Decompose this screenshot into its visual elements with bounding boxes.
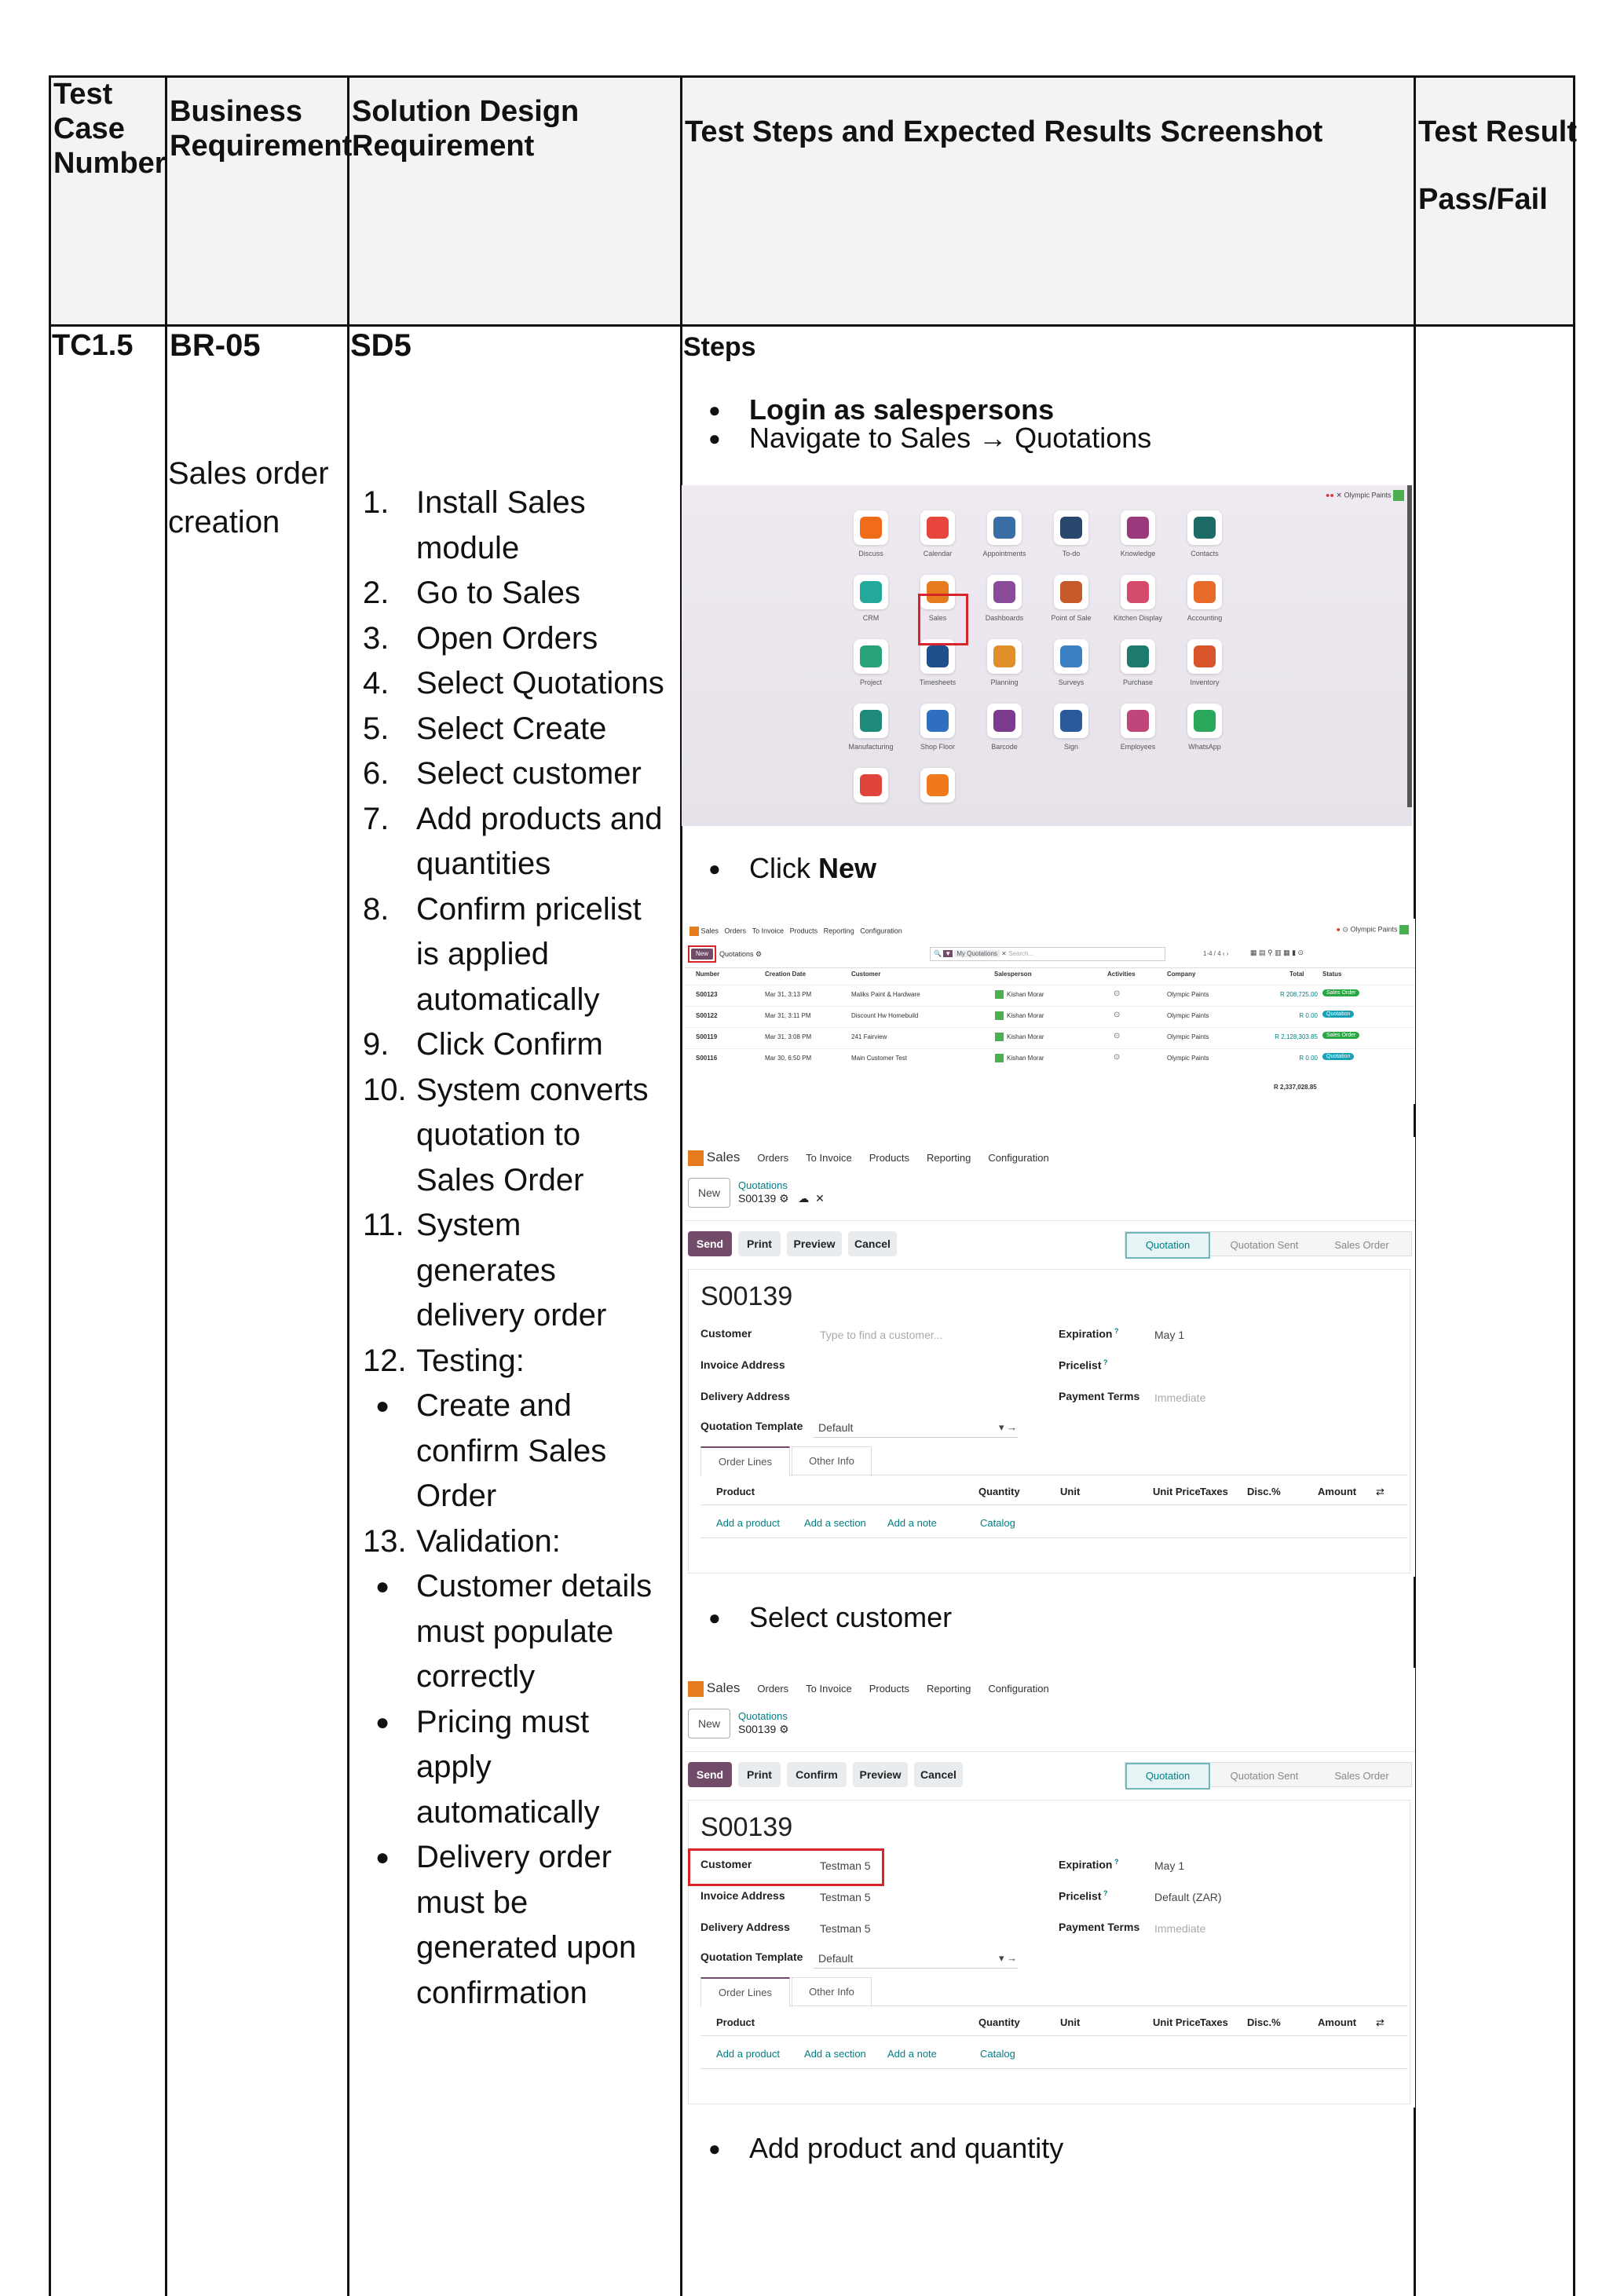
customer-field[interactable]: Testman 5	[820, 1859, 871, 1872]
nav-item[interactable]: Products	[869, 1152, 910, 1164]
solution-step: 12. Testing:	[363, 1343, 525, 1378]
form-topbar	[688, 1150, 1066, 1166]
add-link[interactable]: Add a product	[716, 1517, 780, 1529]
col-divider	[347, 75, 349, 2296]
app-icon[interactable]	[854, 510, 888, 545]
line-column-header: Quantity	[978, 1486, 1020, 1497]
clock-icon[interactable]: ⊙	[1114, 1032, 1121, 1040]
cell-salesperson: Kishan Morar	[1007, 991, 1044, 998]
column-header[interactable]: Status	[1322, 971, 1342, 978]
app-label: Kitchen Display	[1113, 614, 1163, 622]
nav-item[interactable]: To Invoice	[806, 1152, 852, 1164]
status-badge: Sales Order	[1322, 1032, 1359, 1039]
business-requirement-id: BR-05	[170, 328, 261, 363]
cell-date: Mar 31, 3:11 PM	[765, 1012, 811, 1019]
column-header[interactable]: Total	[1289, 971, 1304, 978]
optional-columns-icon[interactable]: ⇄	[1376, 2016, 1384, 2028]
stage-sales-order[interactable]: Sales Order	[1334, 1770, 1389, 1782]
status-bar	[1125, 1762, 1412, 1787]
payment-label: Payment Terms	[1059, 1921, 1140, 1933]
app-icon[interactable]	[1187, 575, 1222, 609]
view-switcher[interactable]: ▦ ▤ ⚲ ▥ ▦ ▮ ⊙	[1250, 949, 1304, 956]
line-column-header: Quantity	[978, 2016, 1020, 2028]
add-link[interactable]: Catalog	[980, 1517, 1015, 1529]
line-column-header: Unit Price	[1153, 1486, 1201, 1497]
solution-step: 3. Open Orders	[363, 620, 598, 656]
customer-label: Customer	[700, 1858, 752, 1870]
list-topbar: Sales Orders To Invoice Products Reporting Configuration	[689, 927, 902, 936]
row-divider	[49, 324, 1575, 327]
solution-step: 1. Install Sales module	[363, 485, 586, 565]
solution-design-id: SD5	[350, 328, 411, 363]
app-label: Timesheets	[919, 678, 956, 686]
breadcrumb[interactable]: Quotations	[738, 1179, 788, 1191]
delivery-field[interactable]: Testman 5	[820, 1922, 871, 1935]
line-column-header: Disc.%	[1247, 1486, 1281, 1497]
customer-field[interactable]: Type to find a customer...	[820, 1329, 943, 1341]
solution-step: ● Delivery order must be generated upon confirmation	[375, 1840, 637, 2010]
cell-total: R 2,128,303.85	[1275, 1033, 1318, 1040]
app-icon[interactable]	[1121, 510, 1155, 545]
pager[interactable]: 1-4 / 4 ‹ ›	[1203, 950, 1229, 957]
app-icon[interactable]	[1121, 575, 1155, 609]
solution-step: 9. Click Confirm	[363, 1027, 603, 1062]
app-icon[interactable]	[854, 575, 888, 609]
screenshot-customer-selected	[685, 1668, 1415, 2108]
status-badge: Quotation	[1322, 1053, 1354, 1060]
avatar	[995, 1054, 1004, 1062]
confirm-button[interactable]: Confirm	[787, 1762, 847, 1787]
add-link[interactable]: Add a product	[716, 2048, 780, 2060]
app-label: Point of Sale	[1051, 614, 1092, 622]
cell-customer: Main Customer Test	[851, 1055, 907, 1062]
app-icon[interactable]	[1054, 639, 1088, 674]
company-switcher: ●● ✕ Olympic Paints	[1326, 490, 1404, 501]
avatar	[995, 990, 1004, 999]
test-case-number: TC1.5	[52, 329, 134, 362]
app-icon[interactable]	[854, 639, 888, 674]
cell-company: Olympic Paints	[1167, 1055, 1209, 1062]
step-click-new: ● Click New	[708, 852, 877, 884]
nav-item[interactable]: Sales	[706, 1680, 741, 1695]
header-solution-design: Solution Design Requirement	[352, 95, 580, 163]
record-title: S00139	[700, 1812, 793, 1842]
solution-design-steps	[363, 481, 677, 2016]
app-label: Inventory	[1190, 678, 1220, 686]
nav-item[interactable]: Reporting	[927, 1152, 971, 1164]
cell-number: S00119	[696, 1033, 718, 1040]
new-button[interactable]: New	[688, 1178, 730, 1208]
list-grand-total: R 2,337,028.85	[1274, 1084, 1317, 1091]
add-link[interactable]: Catalog	[980, 2048, 1015, 2060]
app-icon[interactable]	[920, 768, 955, 803]
cell-salesperson: Kishan Morar	[1007, 1012, 1044, 1019]
column-header[interactable]: Creation Date	[765, 971, 807, 978]
solution-step: 4. Select Quotations	[363, 666, 664, 700]
template-dropdown-icon[interactable]: ▾ →	[999, 1421, 1018, 1433]
col-divider	[165, 75, 167, 2296]
nav-item[interactable]: Sales	[706, 1150, 741, 1164]
app-icon[interactable]	[987, 575, 1022, 609]
optional-columns-icon[interactable]: ⇄	[1376, 1486, 1384, 1497]
cell-date: Mar 31, 3:08 PM	[765, 1033, 812, 1040]
record-title: S00139	[700, 1281, 793, 1311]
cell-company: Olympic Paints	[1167, 991, 1209, 998]
app-icon[interactable]	[1121, 704, 1155, 738]
line-column-header: Amount	[1318, 1486, 1357, 1497]
app-icon[interactable]	[1121, 639, 1155, 674]
line-column-header: Amount	[1318, 2016, 1357, 2028]
record-name: S00139 ⚙	[738, 1723, 789, 1735]
form-topbar	[688, 1680, 1066, 1697]
nav-item[interactable]: Orders	[757, 1152, 789, 1164]
cell-salesperson: Kishan Morar	[1007, 1055, 1044, 1062]
solution-step: 2. Go to Sales	[363, 576, 581, 610]
send-button[interactable]: Send	[688, 1762, 732, 1787]
step-login: ● Login as salespersons	[708, 393, 1055, 426]
steps-heading: Steps	[683, 332, 756, 362]
app-label: Barcode	[991, 743, 1018, 751]
line-column-header: Product	[716, 1486, 755, 1497]
customer-highlight	[688, 1848, 884, 1886]
column-header[interactable]: Salesperson	[994, 971, 1032, 978]
app-label: Shop Floor	[920, 743, 956, 751]
line-column-header: Product	[716, 2016, 755, 2028]
stage-sent[interactable]: Quotation Sent	[1230, 1239, 1299, 1251]
step-add-product: ● Add product and quantity	[708, 2132, 1064, 2164]
column-header[interactable]: Activities	[1107, 971, 1136, 978]
app-label: Calendar	[923, 550, 953, 558]
preview-button[interactable]: Preview	[853, 1762, 908, 1787]
stage-quotation[interactable]: Quotation	[1125, 1232, 1210, 1259]
avatar	[995, 1033, 1004, 1041]
app-icon[interactable]	[987, 704, 1022, 738]
app-icon[interactable]	[854, 768, 888, 803]
line-column-header: Unit	[1060, 2016, 1081, 2028]
business-requirement-desc: Sales order creation	[168, 456, 329, 539]
app-icon[interactable]	[1054, 510, 1088, 545]
clock-icon[interactable]: ⊙	[1114, 1053, 1121, 1062]
header-test-steps: Test Steps and Expected Results Screenshot	[685, 115, 1323, 148]
step-select-customer: ● Select customer	[708, 1601, 953, 1633]
app-label: Knowledge	[1120, 550, 1156, 558]
table-row[interactable]	[685, 1027, 1415, 1046]
app-label: Sign	[1063, 743, 1078, 751]
cell-customer: 241 Fairview	[851, 1033, 887, 1040]
delivery-label: Delivery Address	[700, 1921, 790, 1933]
app-label: To-do	[1062, 550, 1081, 558]
tab-order-lines[interactable]: Order Lines	[700, 1977, 790, 2007]
app-label: Appointments	[982, 550, 1026, 558]
pricelist-label: Pricelist ?	[1059, 1358, 1108, 1372]
app-label: Planning	[990, 678, 1019, 686]
status-badge: Sales Order	[1322, 989, 1359, 996]
cell-salesperson: Kishan Morar	[1007, 1033, 1044, 1040]
app-label: Manufacturing	[848, 743, 894, 751]
screenshot-app-menu	[682, 485, 1412, 826]
solution-step: 8. Confirm pricelist is applied automatically	[363, 891, 642, 1017]
print-button[interactable]: Print	[738, 1231, 781, 1256]
add-link[interactable]: Add a section	[804, 2048, 866, 2060]
solution-step: ● Create and confirm Sales Order	[375, 1388, 607, 1513]
app-icon[interactable]	[920, 704, 955, 738]
app-icon[interactable]	[1187, 510, 1222, 545]
nav-item[interactable]: Configuration	[988, 1152, 1049, 1164]
app-label: Employees	[1120, 743, 1156, 751]
table-row[interactable]	[685, 1006, 1415, 1025]
header-test-result: Test Result Pass/Fail	[1418, 115, 1578, 216]
cell-total: R 208,725.00	[1279, 991, 1318, 998]
solution-step: 10. System converts quotation to Sales Order	[363, 1072, 649, 1197]
app-icon[interactable]	[987, 639, 1022, 674]
delivery-label: Delivery Address	[700, 1390, 790, 1402]
line-column-header: Taxes	[1200, 2016, 1228, 2028]
template-field[interactable]: Default	[818, 1952, 854, 1965]
payment-label: Payment Terms	[1059, 1390, 1140, 1402]
template-label: Quotation Template	[700, 1420, 803, 1432]
clock-icon[interactable]: ⊙	[1114, 1011, 1121, 1019]
cell-number: S00122	[696, 1012, 718, 1019]
column-header[interactable]: Company	[1167, 971, 1196, 978]
payment-field[interactable]: Immediate	[1154, 1391, 1206, 1404]
record-name: S00139 ⚙ ☁ ✕	[738, 1192, 825, 1205]
new-button[interactable]: New	[691, 949, 713, 960]
template-label: Quotation Template	[700, 1951, 803, 1963]
pricelist-field[interactable]: Default (ZAR)	[1154, 1891, 1222, 1903]
app-icon[interactable]	[854, 704, 888, 738]
cell-company: Olympic Paints	[1167, 1012, 1209, 1019]
app-label: Project	[859, 678, 882, 686]
cell-total: R 0.00	[1299, 1012, 1318, 1019]
nav-item[interactable]: Reporting	[927, 1683, 971, 1695]
add-link[interactable]: Add a note	[887, 2048, 937, 2060]
header-business-requirement: Business Requirement	[170, 95, 353, 163]
solution-step: 6. Select customer	[363, 756, 642, 791]
invoice-label: Invoice Address	[700, 1358, 785, 1371]
app-label: Accounting	[1187, 614, 1223, 622]
cell-number: S00116	[696, 1055, 718, 1062]
invoice-field[interactable]: Testman 5	[820, 1891, 871, 1903]
search-input[interactable]: 🔍 ▼ My Quotations ✕ Search...	[930, 947, 1165, 961]
table-row[interactable]	[685, 985, 1415, 1004]
nav-item[interactable]: Configuration	[988, 1683, 1049, 1695]
table-row[interactable]	[685, 1048, 1415, 1067]
app-label: Purchase	[1122, 678, 1154, 686]
app-icon[interactable]	[1187, 704, 1222, 738]
cell-date: Mar 31, 3:13 PM	[765, 991, 812, 998]
col-divider	[680, 75, 682, 2296]
screenshot-quotations-list: Sales Orders To Invoice Products Reporting Configuration ● ⊙ Olympic Paints New Quotations ⚙ 🔍 ▼ My Quotations ✕ Search... 1-4 / 4 ‹ › ▦ ▤ ⚲ ▥ ▦ ▮ ⊙ Number Creation Date Customer Salesperson Activities Company Total Status S00123 Mar 31, 3:13 PM Maliks Paint & Hardware Kishan Morar Olympic Paints R 208,725.00 ⊙ Sales Order S00122 Mar 31, 3:11 PM Discount Hw Homebuild Kishan Morar Olympic Paints R 0.00 ⊙ Quotation S00119 Mar 31, 3:08 PM 241 Fairview Kishan Morar Olympic Paints R 2,128,303.85 ⊙ Sales Order S00116 Mar 30, 6:50 PM Main Customer Test Kishan Morar Olympic Paints R 0.00 ⊙ Quotation R 2,337,028.85	[685, 919, 1415, 1104]
app-icon[interactable]	[1054, 704, 1088, 738]
invoice-label: Invoice Address	[700, 1889, 785, 1902]
cell-number: S00123	[696, 991, 718, 998]
app-label: Dashboards	[985, 614, 1024, 622]
status-badge: Quotation	[1322, 1011, 1354, 1018]
app-label: Sales	[928, 614, 947, 622]
cell-customer: Discount Hw Homebuild	[851, 1012, 919, 1019]
clock-icon[interactable]: ⊙	[1114, 989, 1121, 998]
new-button[interactable]: New	[688, 1709, 730, 1738]
solution-step: 7. Add products and quantities	[363, 801, 663, 881]
nav-item[interactable]: Orders	[757, 1683, 789, 1695]
add-link[interactable]: Add a note	[887, 1517, 937, 1529]
send-button[interactable]: Send	[688, 1231, 732, 1256]
step-navigate: ● Navigate to Sales → Quotations	[708, 422, 1152, 454]
expiration-field[interactable]: May 1	[1154, 1329, 1185, 1341]
template-field[interactable]: Default	[818, 1421, 854, 1434]
app-label: Surveys	[1058, 678, 1084, 686]
app-label: Contacts	[1191, 550, 1219, 558]
cell-customer: Maliks Paint & Hardware	[851, 991, 920, 998]
customer-label: Customer	[700, 1327, 752, 1340]
avatar	[995, 1011, 1004, 1020]
solution-step: 5. Select Create	[363, 711, 607, 746]
cell-total: R 0.00	[1299, 1055, 1318, 1062]
stage-quotation[interactable]: Quotation	[1125, 1763, 1210, 1790]
expiration-label: Expiration ?	[1059, 1858, 1119, 1871]
template-dropdown-icon[interactable]: ▾ →	[999, 1952, 1018, 1964]
stage-sent[interactable]: Quotation Sent	[1230, 1770, 1299, 1782]
line-column-header: Disc.%	[1247, 2016, 1281, 2028]
pricelist-label: Pricelist ?	[1059, 1889, 1108, 1903]
preview-button[interactable]: Preview	[787, 1231, 842, 1256]
tab-other-info[interactable]: Other Info	[792, 1446, 872, 1476]
payment-field[interactable]: Immediate	[1154, 1922, 1206, 1935]
nav-item[interactable]: Products	[869, 1683, 910, 1695]
solution-step: ● Pricing must apply automatically	[375, 1704, 600, 1830]
solution-step: ● Customer details must populate correctly	[375, 1569, 653, 1694]
column-header[interactable]: Customer	[851, 971, 881, 978]
breadcrumb[interactable]: Quotations	[738, 1710, 788, 1722]
stage-sales-order[interactable]: Sales Order	[1334, 1239, 1389, 1251]
app-label: WhatsApp	[1188, 743, 1221, 751]
screenshot-new-quotation	[685, 1137, 1415, 1577]
cancel-button[interactable]: Cancel	[914, 1762, 963, 1787]
line-column-header: Unit	[1060, 1486, 1081, 1497]
app-label: CRM	[862, 614, 880, 622]
breadcrumb: Quotations ⚙	[719, 950, 763, 958]
header-test-case: Test Case Number	[53, 78, 166, 180]
cell-date: Mar 30, 6:50 PM	[765, 1055, 812, 1062]
cancel-button[interactable]: Cancel	[848, 1231, 897, 1256]
cell-company: Olympic Paints	[1167, 1033, 1209, 1040]
nav-item[interactable]: To Invoice	[806, 1683, 852, 1695]
status-bar	[1125, 1231, 1412, 1256]
line-column-header: Taxes	[1200, 1486, 1228, 1497]
line-column-header: Unit Price	[1153, 2016, 1201, 2028]
print-button[interactable]: Print	[738, 1762, 781, 1787]
solution-step: 11. System generates delivery order	[363, 1208, 607, 1333]
app-icon[interactable]	[920, 510, 955, 545]
app-icon[interactable]	[987, 510, 1022, 545]
app-icon[interactable]	[1054, 575, 1088, 609]
app-icon[interactable]	[1187, 639, 1222, 674]
expiration-label: Expiration ?	[1059, 1327, 1119, 1340]
tab-order-lines[interactable]: Order Lines	[700, 1446, 790, 1476]
solution-step: 13. Validation:	[363, 1523, 561, 1559]
expiration-field[interactable]: May 1	[1154, 1859, 1185, 1872]
tab-other-info[interactable]: Other Info	[792, 1977, 872, 2007]
app-label: Discuss	[858, 550, 883, 558]
column-header[interactable]: Number	[696, 971, 720, 978]
add-link[interactable]: Add a section	[804, 1517, 866, 1529]
sales-app-highlight	[918, 594, 968, 645]
